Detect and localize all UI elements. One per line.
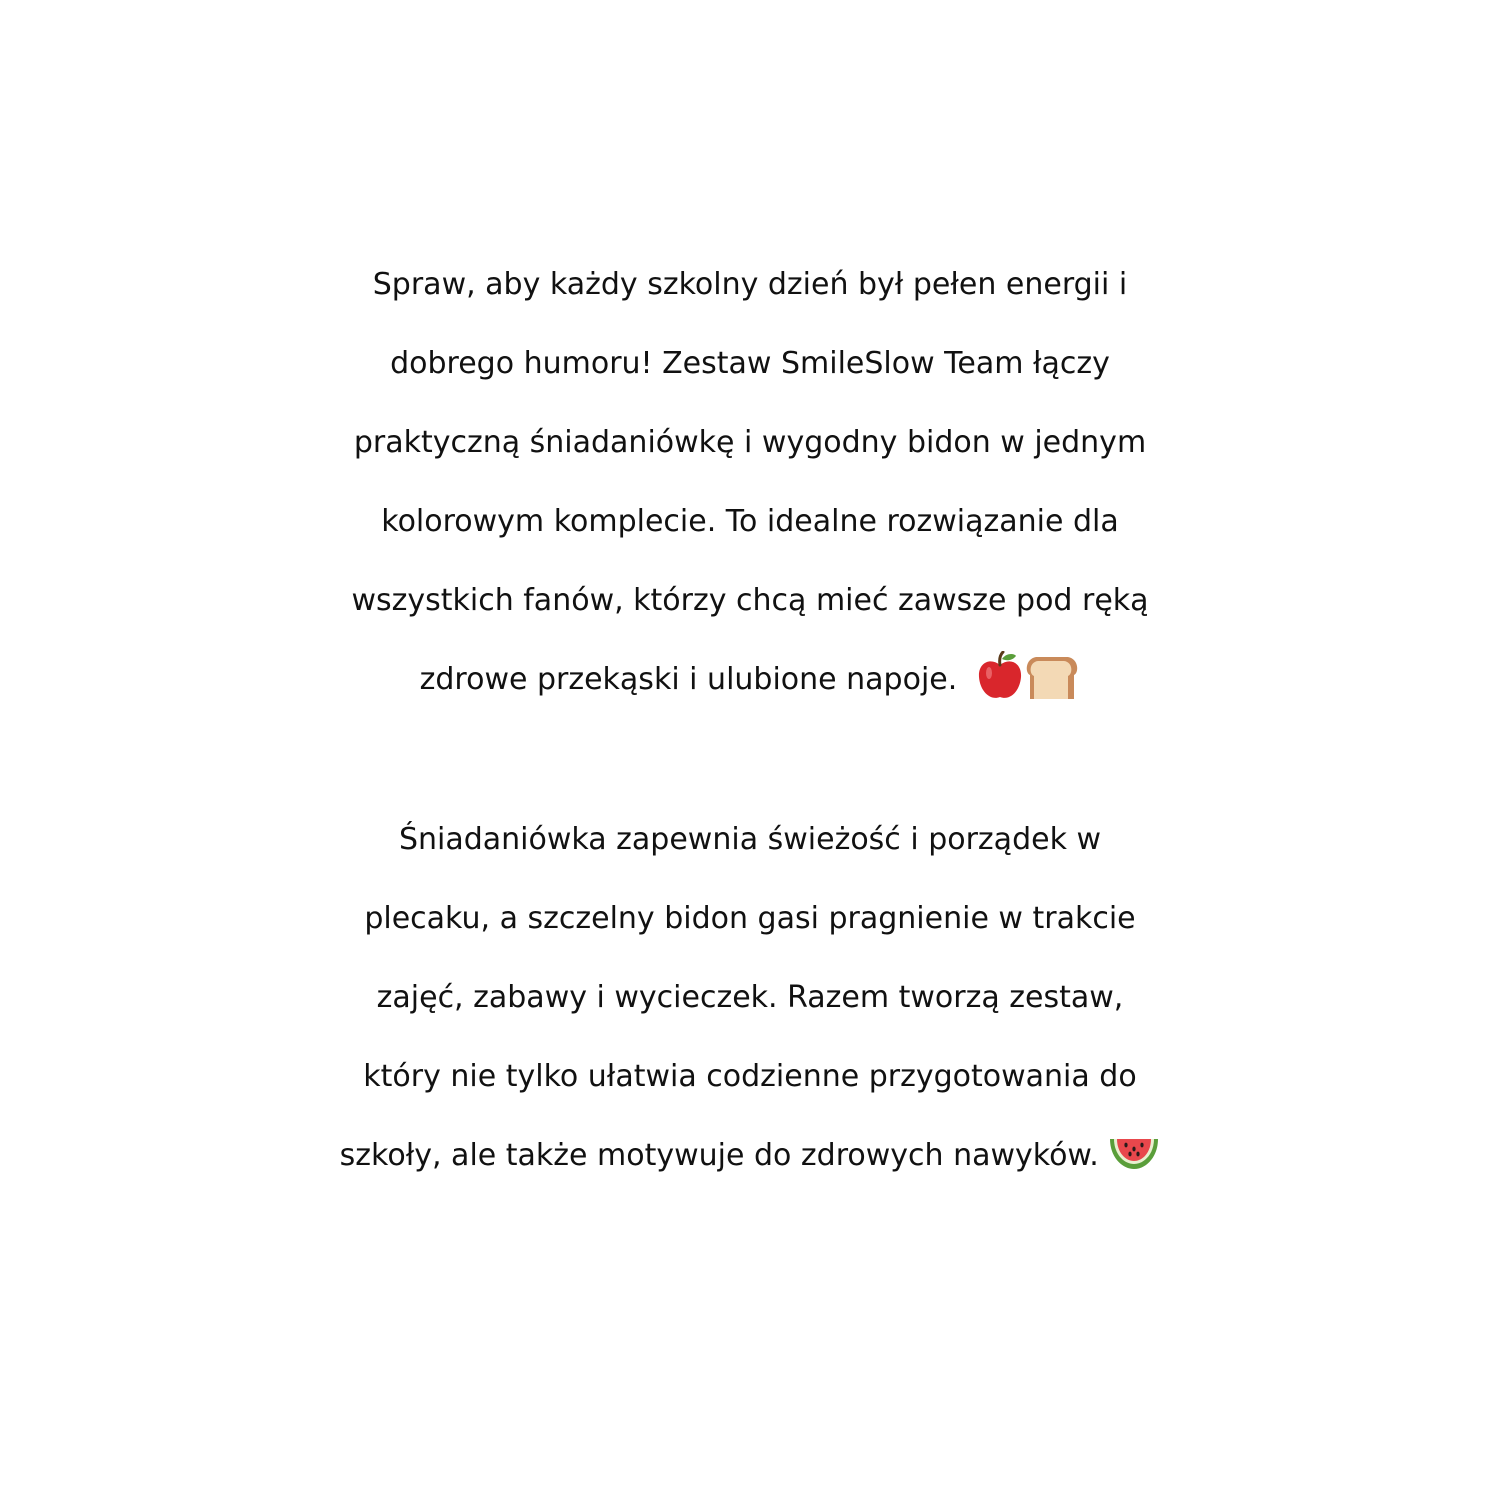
paragraph-line: plecaku, a szczelny bidon gasi pragnienie w trakcie <box>364 901 1136 936</box>
paragraph-line: kolorowym komplecie. To idealne rozwiązanie dla <box>381 504 1119 539</box>
paragraph-line: Śniadaniówka zapewnia świeżość i porządek w <box>398 822 1102 857</box>
paragraph-last-line <box>0 640 1500 719</box>
paragraph-2 <box>0 800 1500 1195</box>
paragraph-1 <box>0 245 1500 719</box>
paragraph-line: zajęć, zabawy i wycieczek. Razem tworzą zestaw, <box>376 980 1124 1015</box>
paragraph-line-text: zdrowe przekąski i ulubione napoje. <box>419 662 958 697</box>
paragraph-line: który nie tylko ułatwia codzienne przygotowania do <box>363 1059 1137 1094</box>
apple-icon <box>976 651 1024 703</box>
watermelon-icon <box>1108 1135 1160 1171</box>
paragraph-last-line <box>0 1116 1500 1195</box>
paragraph-line-text: szkoły, ale także motywuje do zdrowych nawyków. <box>339 1138 1099 1173</box>
paragraph-line: praktyczną śniadaniówkę i wygodny bidon w jednym <box>353 425 1147 460</box>
paragraph-line: wszystkich fanów, którzy chcą mieć zawsze pod ręką <box>351 583 1149 618</box>
paragraph-line: dobrego humoru! Zestaw SmileSlow Team łączy <box>390 346 1110 381</box>
bread-icon <box>1024 653 1080 701</box>
paragraph-line: Spraw, aby każdy szkolny dzień był pełen energii i <box>372 267 1128 302</box>
